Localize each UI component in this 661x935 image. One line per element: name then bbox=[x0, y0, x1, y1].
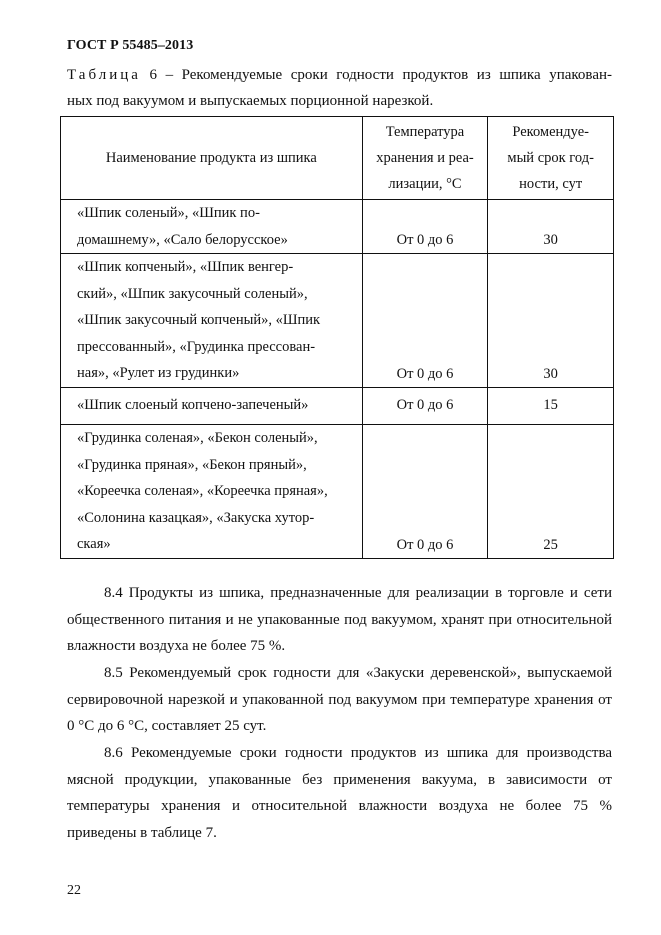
header-product-name: Наименование продукта из шпика bbox=[61, 117, 363, 200]
header-shelf-life-line: ности, сут bbox=[519, 176, 583, 192]
header-shelf-life bbox=[488, 117, 614, 200]
temperature-cell: От 0 до 6 bbox=[362, 200, 488, 254]
product-name-line: «Шпик соленый», «Шпик по- bbox=[77, 205, 260, 221]
standard-id: ГОСТ Р 55485–2013 bbox=[67, 38, 194, 53]
table-row bbox=[61, 254, 614, 388]
table-caption-text-1: – Рекомендуемые сроки годности продуктов из шпика упакован- bbox=[165, 67, 613, 83]
product-name-line: ский», «Шпик закусочный соленый», bbox=[77, 285, 308, 302]
product-name-line: ская» bbox=[77, 536, 111, 552]
header-temperature bbox=[362, 117, 488, 200]
shelf-life-cell: 30 bbox=[488, 200, 614, 254]
table-caption-text-2: ных под вакуумом и выпускаемых порционной нарезкой. bbox=[67, 93, 434, 109]
product-name-line: прессованный», «Грудинка прессован- bbox=[77, 338, 316, 355]
shelf-life-cell: 25 bbox=[488, 425, 614, 559]
table-caption-number: 6 bbox=[149, 67, 157, 83]
product-name-cell bbox=[61, 200, 363, 254]
header-shelf-life-line: мый срок год- bbox=[507, 150, 594, 166]
table-caption-line-1 bbox=[67, 62, 612, 88]
product-name-line: домашнему», «Сало белорусское» bbox=[77, 231, 288, 248]
header-shelf-life-line: Рекомендуе- bbox=[512, 124, 589, 140]
shelf-life-table bbox=[60, 116, 614, 559]
shelf-life-cell: 30 bbox=[488, 254, 614, 388]
temperature-cell: От 0 до 6 bbox=[362, 387, 488, 425]
product-name-cell bbox=[61, 387, 363, 425]
table-row bbox=[61, 200, 614, 254]
header-temperature-line: хранения и реа- bbox=[376, 150, 474, 166]
temperature-cell: От 0 до 6 bbox=[362, 254, 488, 388]
table-caption bbox=[67, 62, 612, 114]
product-name-cell bbox=[61, 425, 363, 559]
product-name-line: «Шпик слоеный копчено-запеченый» bbox=[77, 396, 309, 413]
product-name-line: ная», «Рулет из грудинки» bbox=[77, 365, 240, 381]
product-name-cell bbox=[61, 254, 363, 388]
paragraph-8-4: 8.4 Продукты из шпика, предназначенные для реализации в торговле и сети общественного питания и не упакованные под вакуумом, хранят при относительной влажности воздуха не более 75 %. bbox=[67, 585, 612, 654]
paragraph-8-6: 8.6 Рекомендуемые сроки годности продуктов из шпика для производства мясной продукции, упакованные без применения вакуума, в зависимости от температуры хранения и относительной влажности воздуха не более 75 % приведены в таблице 7. bbox=[67, 745, 612, 841]
product-name-line: «Шпик копченый», «Шпик венгер- bbox=[77, 259, 294, 275]
product-name-line: «Грудинка пряная», «Бекон пряный», bbox=[77, 456, 307, 473]
temperature-cell: От 0 до 6 bbox=[362, 425, 488, 559]
table-row bbox=[61, 425, 614, 559]
paragraph-8-5: 8.5 Рекомендуемый срок годности для «Закуски деревенской», выпускаемой сервировочной нарезкой и упакованной под вакуумом при температуре хранения от 0 °С до 6 °С, составляет 25 сут. bbox=[67, 665, 612, 734]
product-name-line: «Кореечка соленая», «Кореечка пряная», bbox=[77, 483, 328, 499]
shelf-life-cell: 15 bbox=[488, 387, 614, 425]
product-name-line: «Солонина казацкая», «Закуска хутор- bbox=[77, 509, 315, 526]
table-row bbox=[61, 387, 614, 425]
header-temperature-line: Температура bbox=[385, 124, 465, 140]
product-name-line: «Шпик закусочный копченый», «Шпик bbox=[77, 312, 321, 328]
product-name-line: «Грудинка соленая», «Бекон соленый», bbox=[77, 430, 318, 446]
table-header-row bbox=[61, 117, 614, 200]
header-temperature-line: лизации, °С bbox=[388, 176, 462, 192]
page-number: 22 bbox=[67, 883, 81, 898]
table-caption-label: Таблица bbox=[67, 67, 141, 83]
